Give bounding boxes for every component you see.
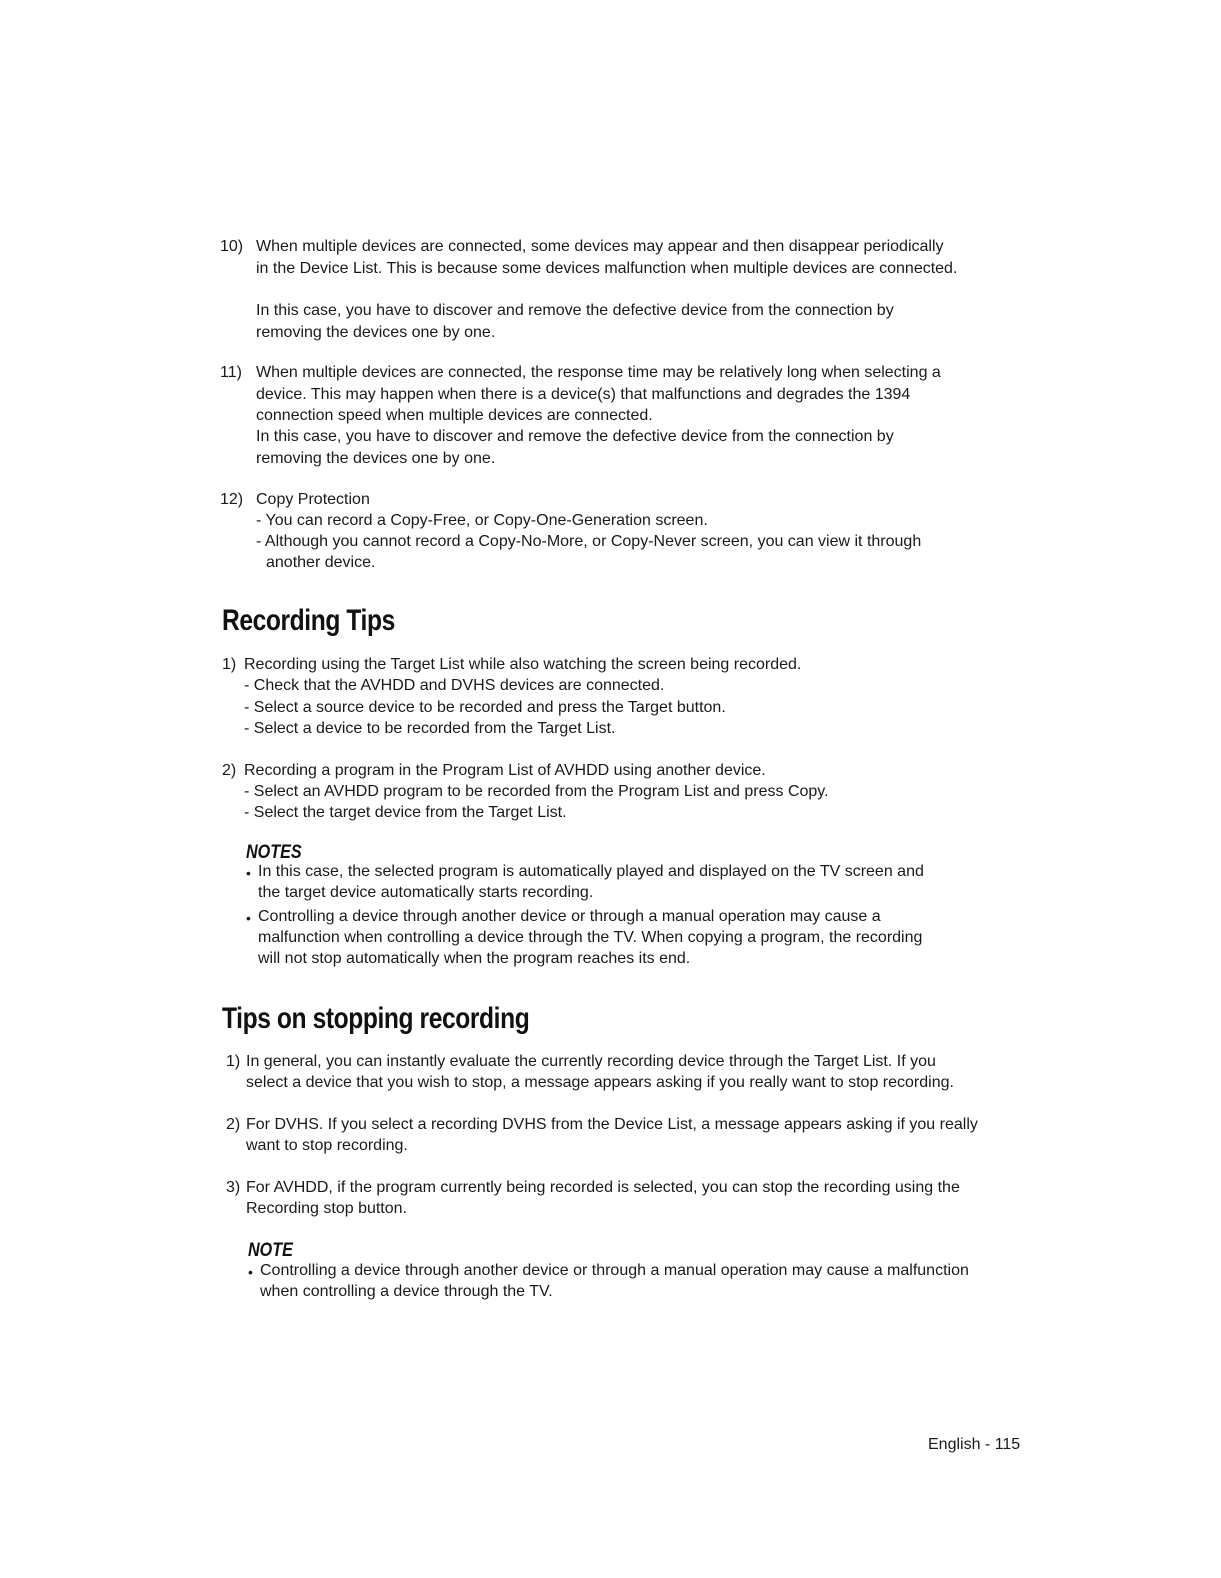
text-line: - You can record a Copy-Free, or Copy-One-Generation screen.: [256, 512, 708, 529]
text-line: For AVHDD, if the program currently being recorded is selected, you can stop the recording using the: [246, 1179, 960, 1196]
section-heading: Tips on stopping recording: [222, 1002, 530, 1035]
text-line: want to stop recording.: [246, 1137, 408, 1154]
note-line: In this case, the selected program is automatically played and displayed on the TV screen and: [258, 863, 924, 880]
bullet-icon: •: [246, 910, 251, 926]
text-line: In general, you can instantly evaluate the currently recording device through the Target List. If you: [246, 1053, 936, 1070]
item-number: 3): [226, 1179, 241, 1196]
text-line: - Select a source device to be recorded and press the Target button.: [244, 699, 726, 716]
note-line: malfunction when controlling a device through the TV. When copying a program, the recording: [258, 929, 923, 946]
item-number: 10): [220, 238, 244, 255]
text-line: - Although you cannot record a Copy-No-More, or Copy-Never screen, you can view it through: [256, 533, 922, 550]
note-line: Controlling a device through another device or through a manual operation may cause a malfunction: [260, 1262, 969, 1279]
text-line: - Select the target device from the Target List.: [244, 804, 567, 821]
text-line: In this case, you have to discover and remove the defective device from the connection by: [256, 302, 894, 319]
bullet-icon: •: [248, 1264, 253, 1280]
item-title: Recording a program in the Program List of AVHDD using another device.: [244, 762, 766, 779]
item-number: 1): [226, 1053, 241, 1070]
item-number: 11): [220, 364, 242, 381]
text-line: removing the devices one by one.: [256, 324, 496, 341]
item-number: 12): [220, 491, 244, 508]
text-line: When multiple devices are connected, the response time may be relatively long when selecting a: [256, 364, 941, 381]
note-line: Controlling a device through another device or through a manual operation may cause a: [258, 908, 881, 925]
item-title: Recording using the Target List while also watching the screen being recorded.: [244, 656, 802, 673]
note-line: when controlling a device through the TV.: [260, 1283, 553, 1300]
text-line: removing the devices one by one.: [256, 450, 496, 467]
text-line: - Select a device to be recorded from the Target List.: [244, 720, 616, 737]
section-heading: Recording Tips: [222, 604, 395, 637]
note-line: the target device automatically starts recording.: [258, 884, 594, 901]
text-line: select a device that you wish to stop, a message appears asking if you really want to stop recording.: [246, 1074, 954, 1091]
item-number: 2): [226, 1116, 241, 1133]
text-line: device. This may happen when there is a device(s) that malfunctions and degrades the 1394: [256, 386, 911, 403]
text-line: in the Device List. This is because some devices malfunction when multiple devices are connected.: [256, 260, 958, 277]
text-line: When multiple devices are connected, some devices may appear and then disappear periodically: [256, 238, 944, 255]
bullet-icon: •: [246, 865, 251, 881]
item-number: 2): [222, 762, 237, 779]
note-line: will not stop automatically when the program reaches its end.: [258, 950, 691, 967]
text-line: For DVHS. If you select a recording DVHS from the Device List, a message appears asking if you really: [246, 1116, 978, 1133]
text-line: - Check that the AVHDD and DVHS devices are connected.: [244, 677, 665, 694]
text-line: In this case, you have to discover and remove the defective device from the connection by: [256, 428, 894, 445]
text-line: connection speed when multiple devices are connected.: [256, 407, 653, 424]
item-number: 1): [222, 656, 237, 673]
item-title: Copy Protection: [256, 491, 370, 508]
text-line: another device.: [266, 554, 376, 571]
page-number: English - 115: [928, 1436, 1021, 1453]
note-title: NOTE: [248, 1240, 293, 1261]
notes-title: NOTES: [246, 842, 302, 863]
text-line: - Select an AVHDD program to be recorded from the Program List and press Copy.: [244, 783, 829, 800]
text-line: Recording stop button.: [246, 1200, 407, 1217]
